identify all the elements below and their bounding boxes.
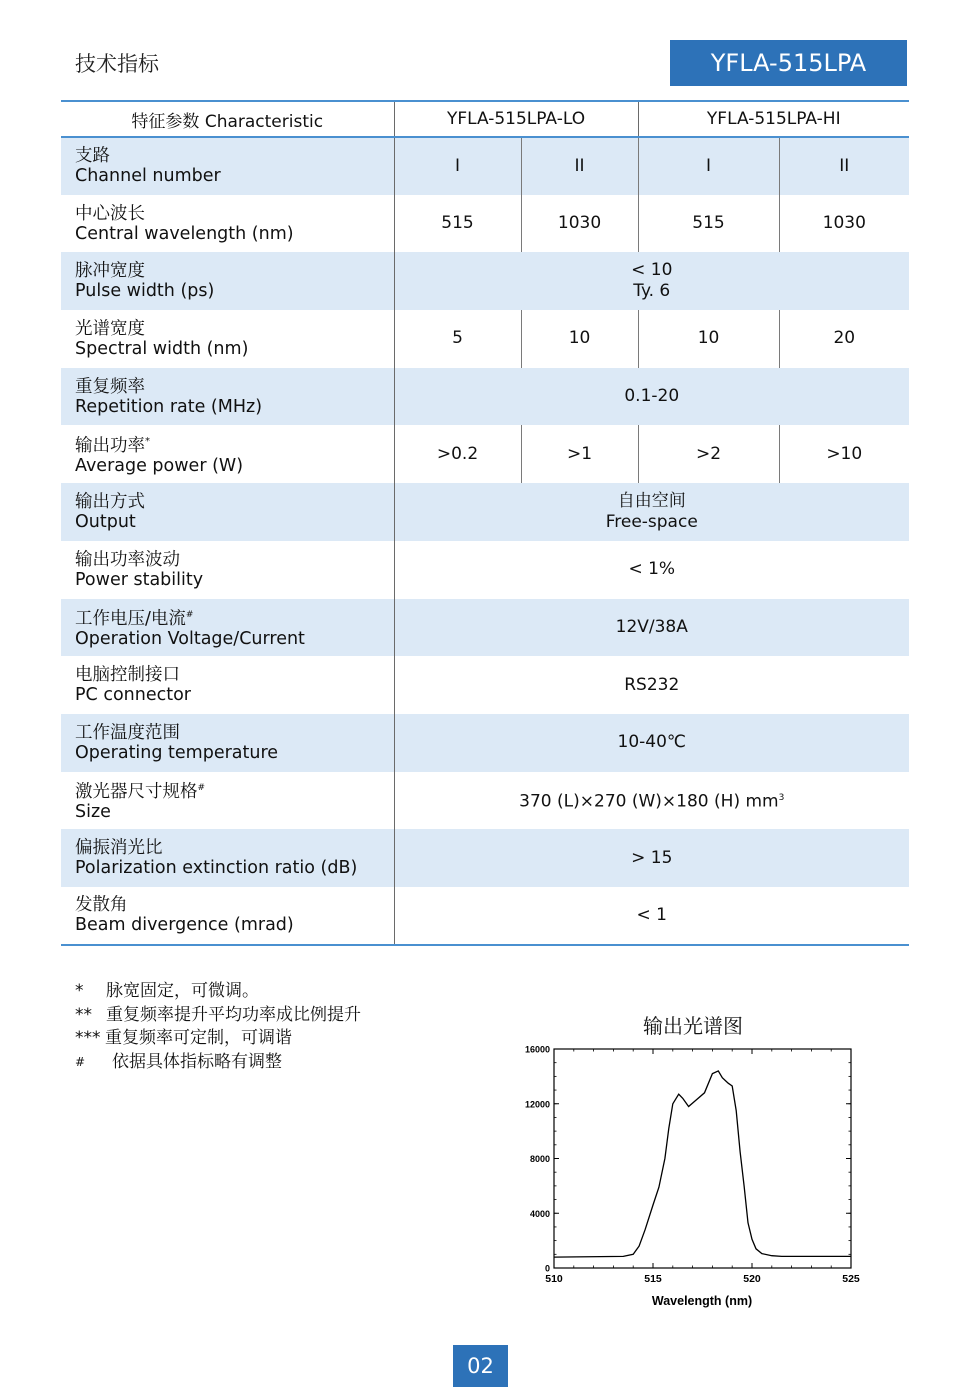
table-row (61, 425, 909, 483)
label-en: Output (75, 511, 136, 532)
value-cell: 20 (779, 310, 909, 368)
label-cn: 电脑控制接口 (75, 665, 180, 686)
x-tick-label: 520 (743, 1273, 761, 1285)
footnote (75, 1027, 361, 1051)
value-cell: < 1% (394, 541, 909, 599)
label-en: Beam divergence (mrad) (75, 915, 294, 936)
header-lo: YFLA-515LPA-LO (394, 101, 638, 137)
label-cn: 工作温度范围 (75, 722, 180, 743)
value-cell: 515 (394, 195, 521, 253)
footnote-text: 依据具体指标略有调整 (112, 1051, 282, 1072)
row-label (61, 425, 394, 483)
table-row (61, 483, 909, 541)
table-row (61, 310, 909, 368)
value-cell: >0.2 (394, 425, 521, 483)
table-row (61, 195, 909, 253)
label-cn: 发散角 (75, 895, 128, 916)
row-label (61, 599, 394, 657)
label-en: Operating temperature (75, 742, 279, 763)
value-cell (394, 252, 909, 310)
axis-ticks (525, 1045, 860, 1286)
value-cell: 1030 (521, 195, 638, 253)
footnote-symbol: ** (75, 1004, 92, 1025)
label-en: Power stability (75, 569, 204, 590)
y-tick-label: 12000 (524, 1099, 550, 1110)
value-cell: >2 (638, 425, 779, 483)
footnote-text: 重复频率提升平均功率成比例提升 (106, 1004, 361, 1025)
footnote-symbol: * (75, 981, 84, 1001)
label-en: PC connector (75, 685, 191, 706)
x-tick-label: 525 (842, 1273, 860, 1285)
x-axis-label: Wavelength (nm) (651, 1294, 753, 1308)
row-label (61, 714, 394, 772)
spectrum-chart (500, 1040, 880, 1315)
value-cell: 10-40℃ (394, 714, 909, 772)
spectrum-line (554, 1071, 851, 1257)
footnote-mark: * (145, 436, 150, 448)
footnote-mark: # (197, 783, 206, 794)
label-cn: 支路 (75, 146, 110, 167)
plot-frame (554, 1049, 851, 1268)
table-row (61, 368, 909, 426)
footnote (75, 1004, 361, 1028)
label-en: Repetition rate (MHz) (75, 396, 263, 417)
y-tick-label: 0 (544, 1263, 550, 1274)
footnotes (75, 980, 361, 1074)
label-cn: 输出方式 (75, 491, 145, 512)
value-cell: 0.1-20 (394, 368, 909, 426)
footnote (75, 1051, 361, 1075)
table-row (61, 137, 909, 195)
row-label (61, 252, 394, 310)
row-label (61, 137, 394, 195)
value-cell: 5 (394, 310, 521, 368)
value-cell: 10 (521, 310, 638, 368)
label-cn: 输出功率* (75, 436, 150, 457)
label-en: Central wavelength (nm) (75, 223, 294, 244)
row-label (61, 887, 394, 945)
table-row (61, 714, 909, 772)
table-row (61, 772, 909, 830)
row-label (61, 368, 394, 426)
y-tick-label: 16000 (524, 1044, 550, 1055)
table-row (61, 252, 909, 310)
value-line-1: 自由空间 (617, 490, 686, 511)
label-cn: 中心波长 (75, 203, 145, 224)
value-cell: >10 (779, 425, 909, 483)
value-line-1: < 10 (631, 260, 673, 281)
value-cell: II (521, 137, 638, 195)
row-label (61, 541, 394, 599)
label-cn: 工作电压/电流# (75, 609, 194, 630)
row-label (61, 310, 394, 368)
row-label (61, 483, 394, 541)
value-cell: < 1 (394, 887, 909, 945)
label-cn: 脉冲宽度 (75, 261, 145, 282)
value-cell: >1 (521, 425, 638, 483)
header-hi: YFLA-515LPA-HI (638, 101, 909, 137)
label-en: Size (75, 802, 111, 823)
y-tick-label: 4000 (529, 1208, 550, 1219)
model-badge: YFLA-515LPA (670, 40, 907, 86)
table-row (61, 656, 909, 714)
label-en: Spectral width (nm) (75, 338, 249, 359)
value-cell: I (394, 137, 521, 195)
footnote-text: 重复频率可定制，可调谐 (105, 1028, 292, 1048)
footnote-symbol: *** (75, 1028, 101, 1048)
value-cell: 10 (638, 310, 779, 368)
table-row (61, 887, 909, 945)
footnote-mark: # (185, 610, 194, 621)
x-tick-label: 510 (545, 1273, 563, 1285)
value-cell: RS232 (394, 656, 909, 714)
row-label (61, 772, 394, 830)
table-row (61, 541, 909, 599)
footnote-text: 脉宽固定，可微调。 (106, 981, 259, 1001)
table-header-row (61, 101, 909, 137)
value-line-2: Free-space (605, 511, 698, 532)
label-en: Channel number (75, 166, 221, 187)
label-en: Polarization extinction ratio (dB) (75, 858, 358, 879)
page-number: 02 (453, 1345, 508, 1387)
value-cell: II (779, 137, 909, 195)
header-characteristic: 特征参数 Characteristic (61, 101, 394, 137)
label-cn: 重复频率 (75, 376, 145, 397)
row-label (61, 829, 394, 887)
value-cell: > 15 (394, 829, 909, 887)
label-en: Operation Voltage/Current (75, 629, 305, 650)
label-cn: 输出功率波动 (75, 549, 180, 570)
spec-table (61, 100, 909, 946)
row-label (61, 656, 394, 714)
table-row (61, 599, 909, 657)
chart-title: 输出光谱图 (643, 1014, 743, 1038)
y-tick-label: 8000 (529, 1154, 550, 1164)
footnote (75, 980, 361, 1004)
label-en: Average power (W) (75, 456, 244, 477)
value-cell: I (638, 137, 779, 195)
page-title: 技术指标 (75, 52, 159, 76)
x-tick-label: 515 (644, 1273, 662, 1285)
label-en: Pulse width (ps) (75, 281, 215, 302)
value-cell: 12V/38A (394, 599, 909, 657)
value-cell: 1030 (779, 195, 909, 253)
label-cn: 偏振消光比 (75, 838, 163, 859)
value-cell (394, 483, 909, 541)
superscript-3: 3 (778, 793, 785, 804)
value-cell: 370 (L)×270 (W)×180 (H) $mm^3$ (394, 772, 909, 830)
value-cell: 515 (638, 195, 779, 253)
table-row (61, 829, 909, 887)
label-cn: 激光器尺寸规格# (75, 782, 206, 803)
label-cn: 光谱宽度 (75, 318, 145, 339)
footnote-symbol: # (75, 1054, 86, 1069)
row-label (61, 195, 394, 253)
value-line-2: Ty. 6 (633, 281, 671, 302)
